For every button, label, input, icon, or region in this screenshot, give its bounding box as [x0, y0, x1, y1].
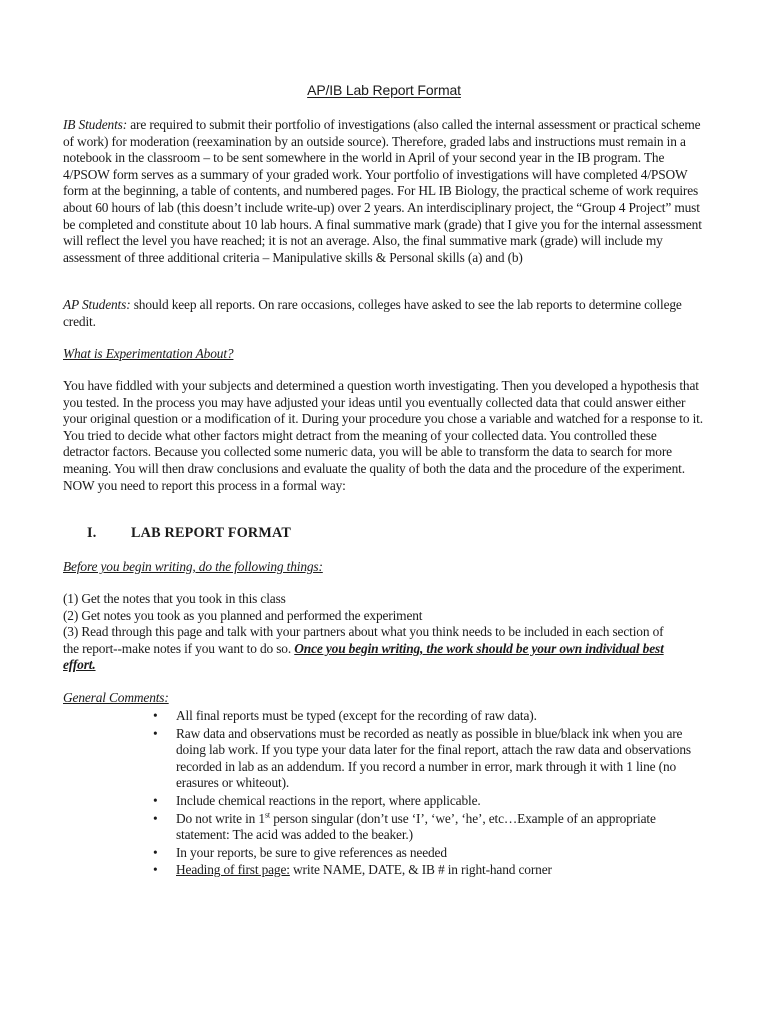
- bullet-text: All final reports must be typed (except for the recording of raw data).: [176, 708, 537, 723]
- bullet-text: In your reports, be sure to give references as needed: [176, 844, 447, 860]
- bullet-text-part: Do not write in 1: [176, 810, 265, 826]
- bullet-icon: •: [153, 792, 158, 808]
- step-3-text: the report--make notes if you want to do so.: [63, 640, 295, 656]
- bullet-icon: •: [153, 844, 158, 860]
- before-writing-heading: Before you begin writing, do the following things:: [63, 559, 323, 574]
- step-3-emphasis: Once you begin writing, the work should be your own individual best: [294, 640, 664, 656]
- section-number: I.: [87, 525, 97, 541]
- ib-students-text: are required to submit their portfolio of investigations (also called the internal assessment or practical scheme of work) for moderation (reexamination by an outside source). Therefore, graded labs and instructions must remain in a notebook in the classroom – to be sent somewhere in the world in April of your second year in the IB program. The 4/PSOW form serves as a summary of your graded work. Your portfolio of investigations will have completed 4/PSOW form at the beginning, a table of contents, and numbered pages. For HL IB Biology, the practical scheme of work requires about 60 hours of lab (this doesn’t include write-up) over 2 years. An interdisciplinary project, the “Group 4 Project” must be completed and constitute about 10 lab hours. A final summative mark (grade) that I give you for the internal assessment will reflect the level you have reached; it is not an average. Also, the final summative mark (grade) will include my assessment of three additional criteria – Manipulative skills & Personal skills (a) and (b): [63, 117, 702, 265]
- list-item: [151, 845, 711, 862]
- step-3-line-2: [63, 641, 703, 658]
- list-item: [151, 708, 711, 725]
- steps-list: [63, 591, 703, 674]
- bullet-icon: •: [153, 708, 158, 723]
- document-title: AP/IB Lab Report Format: [307, 82, 461, 98]
- bullet-icon: •: [153, 810, 158, 826]
- experimentation-heading: What is Experimentation About?: [63, 346, 234, 361]
- list-item: [151, 726, 711, 792]
- bullet-text: Include chemical reactions in the report, where applicable.: [176, 792, 481, 808]
- ib-students-label: IB Students:: [63, 117, 128, 132]
- list-item: [151, 862, 711, 879]
- bullet-text-part: person singular (don’t use ‘I’, ‘we’, ‘he’, etc…Example of an appropriate statement: The acid was added to the beaker.): [176, 810, 656, 843]
- heading-text: write NAME, DATE, & IB # in right-hand corner: [289, 862, 552, 878]
- section-title: LAB REPORT FORMAT: [131, 525, 292, 541]
- section-heading: [87, 525, 291, 542]
- heading-label: Heading of first page:: [176, 862, 290, 878]
- bullet-icon: •: [153, 725, 158, 741]
- bullet-text: Raw data and observations must be recorded as neatly as possible in blue/black ink when you are doing lab work. If you type your data later for the final report, attach the raw data and observations recorded in lab as an addendum. If you record a number in error, mark through it with 1 line (no erasures or whiteout).: [176, 725, 691, 791]
- list-item: [151, 793, 711, 810]
- ap-students-text: should keep all reports. On rare occasions, colleges have asked to see the lab reports to determine college credit.: [63, 297, 682, 329]
- step-3-line-1: (3) Read through this page and talk with your partners about what you think needs to be included in each section of: [63, 624, 664, 640]
- bullet-text: [176, 811, 656, 843]
- ap-students-label: AP Students:: [63, 297, 131, 312]
- ib-students-paragraph: [63, 117, 703, 266]
- superscript-st: st: [264, 810, 270, 820]
- step-2: (2) Get notes you took as you planned and performed the experiment: [63, 607, 423, 623]
- step-3-emphasis-end: effort.: [63, 657, 96, 673]
- general-comments-heading: General Comments:: [63, 690, 169, 705]
- step-1: (1) Get the notes that you took in this class: [63, 591, 286, 606]
- ap-students-paragraph: [63, 297, 703, 330]
- general-comments-list: [151, 708, 711, 880]
- list-item: [151, 811, 711, 844]
- experimentation-paragraph: You have fiddled with your subjects and determined a question worth investigating. Then you developed a hypothesis that you tested. In the process you may have adjusted your ideas until you eventually collected data that could answer either your original question or a modification of it. During your procedure you chose a variable and watched for a response to it. You tried to decide what other factors might detract from the meaning of your collected data. You controlled these detractor factors. Because you collected some numeric data, you will be able to transform the data to search for more meaning. You will then draw conclusions and evaluate the quality of both the data and the procedure of the experiment. NOW you need to report this process in a formal way:: [63, 378, 703, 493]
- bullet-text: [176, 862, 552, 877]
- bullet-icon: •: [153, 862, 158, 878]
